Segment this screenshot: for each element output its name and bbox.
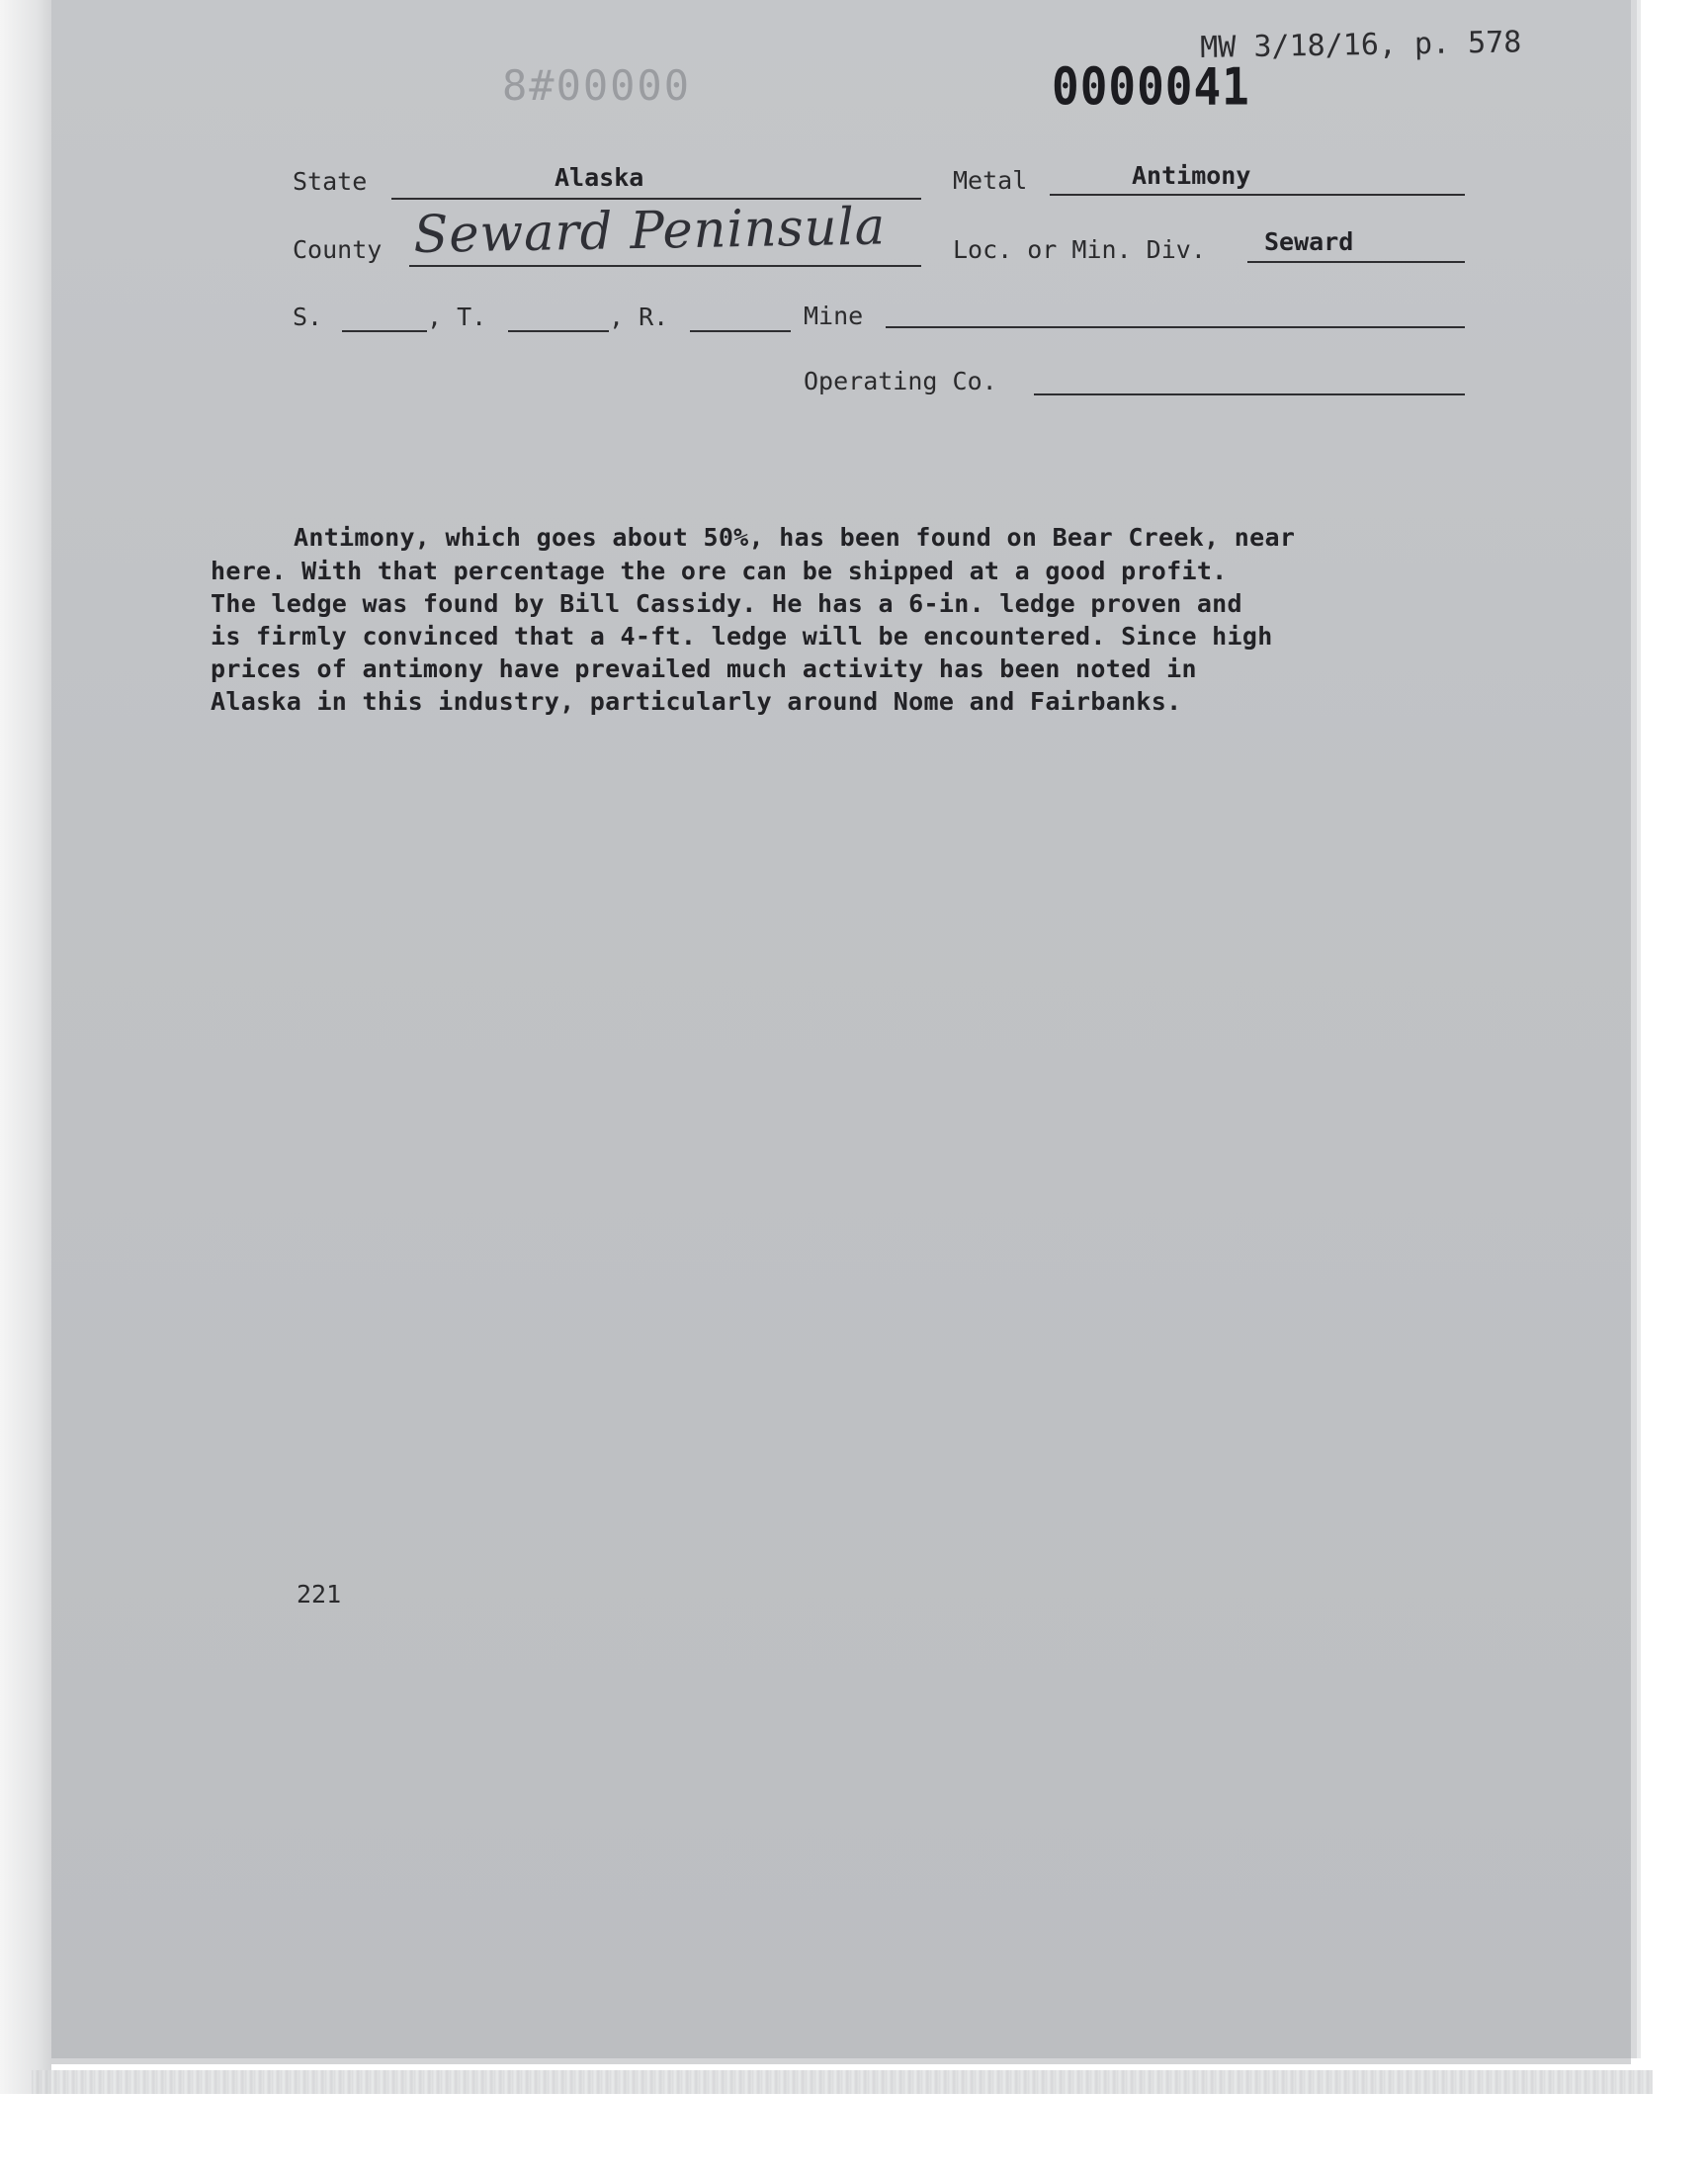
metal-value: Antimony <box>1132 161 1251 190</box>
page-number: 221 <box>297 1580 342 1609</box>
state-value: Alaska <box>555 163 644 192</box>
mine-underline <box>886 326 1465 328</box>
location-value: Seward <box>1264 227 1354 256</box>
county-handwritten-value: Seward Peninsula <box>412 197 887 265</box>
section-underline <box>342 330 427 332</box>
location-label: Loc. or Min. Div. <box>953 235 1206 264</box>
body-line: Alaska in this industry, particularly around Nome and Fairbanks. <box>211 687 1182 716</box>
operating-company-underline <box>1034 393 1465 395</box>
body-line: The ledge was found by Bill Cassidy. He has a 6-in. ledge proven and <box>211 589 1242 618</box>
metal-label: Metal <box>953 166 1028 195</box>
range-underline <box>690 330 791 332</box>
operating-company-label: Operating Co. <box>804 367 997 395</box>
faded-stamp-number: 8#00000 <box>502 61 692 110</box>
location-underline <box>1247 261 1465 263</box>
county-underline <box>409 265 921 267</box>
body-line: Antimony, which goes about 50%, has been found on Bear Creek, near <box>294 523 1296 552</box>
metal-underline <box>1050 194 1465 196</box>
body-line: prices of antimony have prevailed much activity has been noted in <box>211 654 1197 683</box>
scan-left-edge <box>0 0 51 2094</box>
body-line: here. With that percentage the ore can be shipped at a good profit. <box>211 557 1228 585</box>
township-underline <box>508 330 609 332</box>
body-line: is firmly convinced that a 4-ft. ledge will be encountered. Since high <box>211 622 1273 651</box>
source-reference: MW 3/18/16, p. 578 <box>1199 25 1522 65</box>
township-label: , T. <box>427 303 487 331</box>
state-label: State <box>293 167 368 196</box>
scan-bottom-edge <box>32 2070 1653 2094</box>
county-label: County <box>293 235 383 264</box>
range-label: , R. <box>609 303 669 331</box>
section-label: S. <box>293 303 323 331</box>
document-number-stamp: 0000041 <box>1052 56 1250 117</box>
mine-label: Mine <box>804 302 864 330</box>
